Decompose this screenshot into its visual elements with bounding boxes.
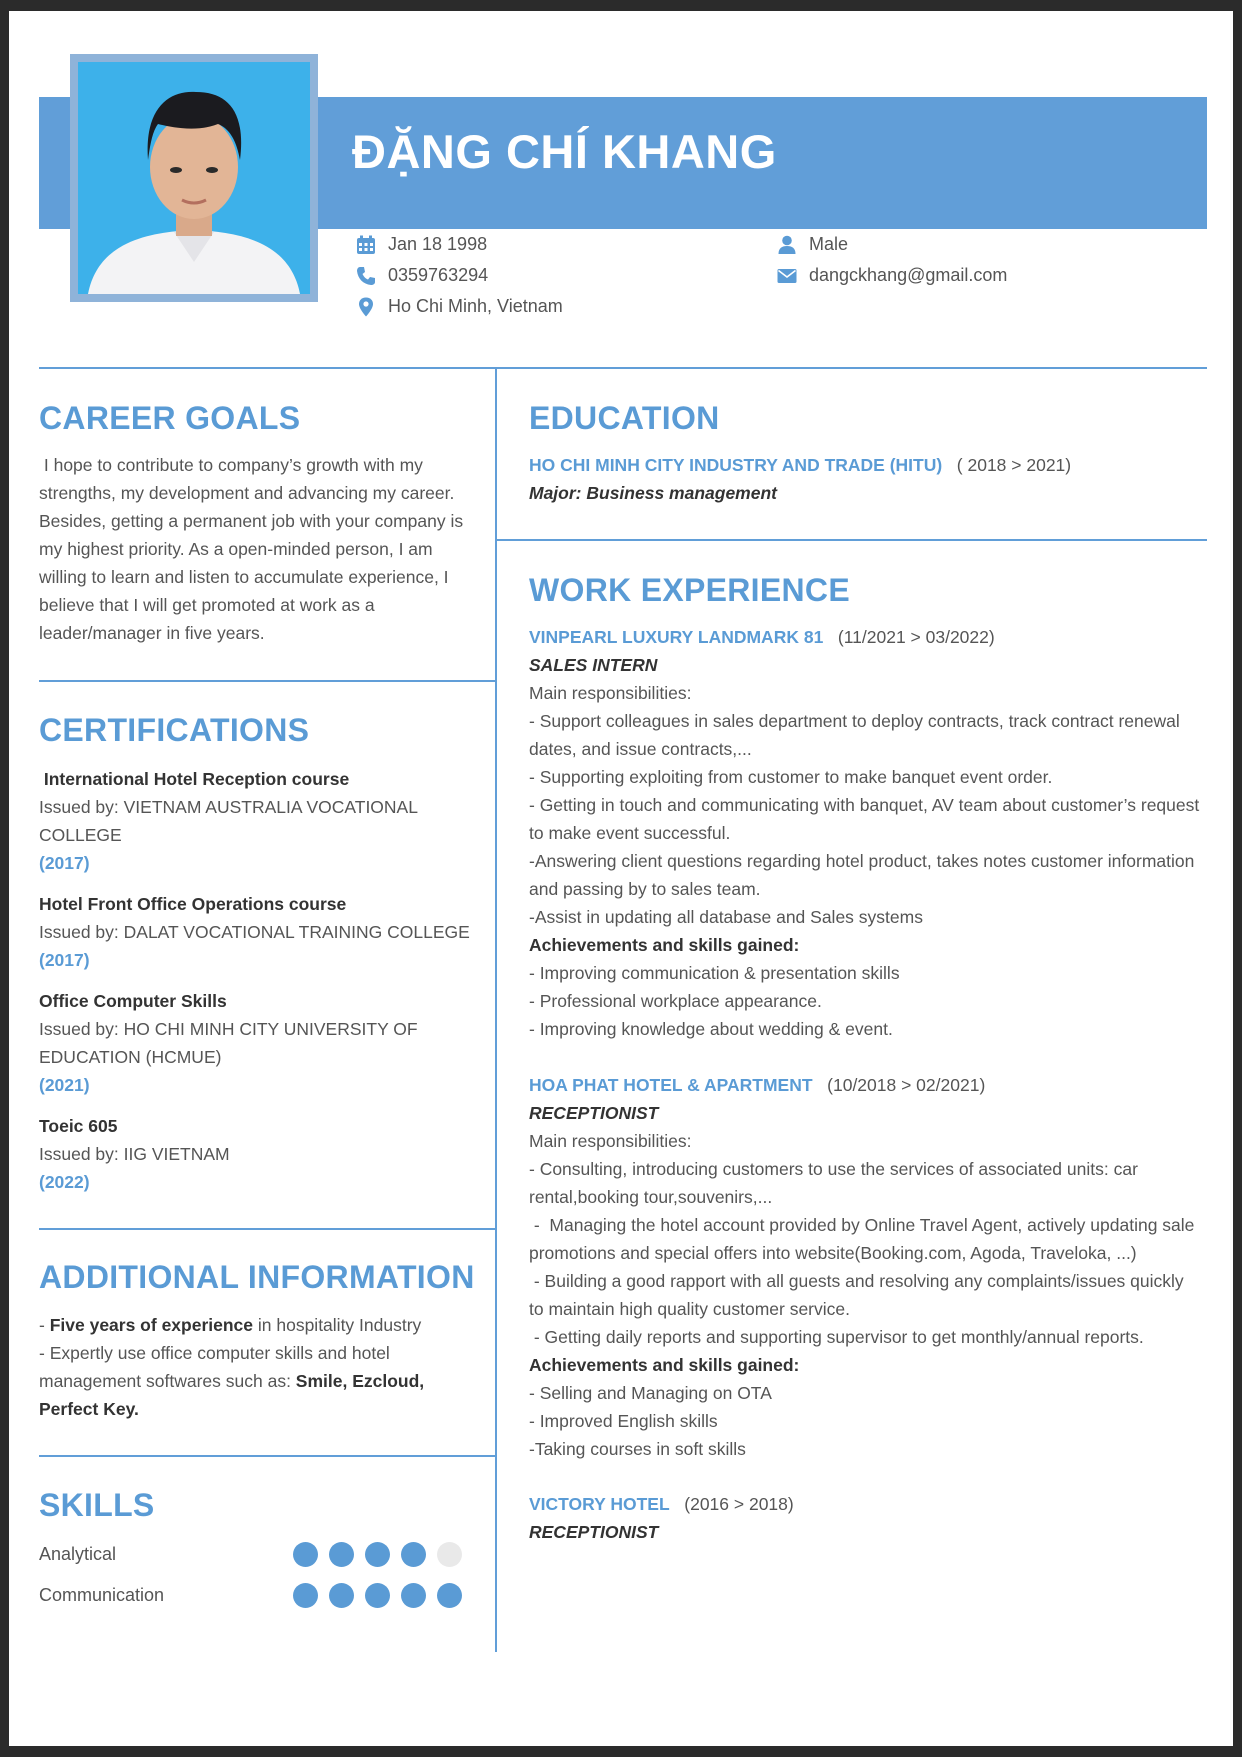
cert-name: Hotel Front Office Operations course <box>39 894 347 914</box>
cert-name: Office Computer Skills <box>39 991 227 1011</box>
rating-dot-filled <box>401 1542 426 1567</box>
resp-line: dates, and issue contracts,... <box>529 739 752 759</box>
career-line: strengths, my development and advancing my career. <box>39 483 455 503</box>
map-pin-icon <box>356 297 376 317</box>
company-name: VINPEARL LUXURY LANDMARK 81 <box>529 627 824 647</box>
cert-year: (2022) <box>39 1172 90 1192</box>
dob-text: Jan 18 1998 <box>388 234 488 254</box>
divider-career <box>39 680 496 682</box>
certifications-title: CERTIFICATIONS <box>39 712 310 748</box>
job-header <box>529 1071 1219 1099</box>
resp-line: to maintain high quality customer service. <box>529 1299 850 1319</box>
achievements-label: Achievements and skills gained: <box>529 935 800 955</box>
cert-issuer: COLLEGE <box>39 825 122 845</box>
text-span: management softwares such as: <box>39 1371 296 1391</box>
resp-line: and passing by to sales team. <box>529 879 761 899</box>
rating-dot-filled <box>437 1583 462 1608</box>
skills-title: SKILLS <box>39 1487 155 1523</box>
bold-span: Smile, Ezcloud, <box>295 1371 425 1391</box>
additional-info-text <box>39 1311 489 1423</box>
company-name: HOA PHAT HOTEL & APARTMENT <box>529 1075 813 1095</box>
phone-text: 0359763294 <box>388 265 489 285</box>
resp-line: - Getting daily reports and supporting supervisor to get monthly/annual reports. <box>529 1327 1144 1347</box>
phone-icon <box>356 266 376 286</box>
education-line <box>529 451 1209 479</box>
job-entry <box>529 623 1219 1043</box>
rating-dot-filled <box>329 1583 354 1608</box>
photo-image <box>78 62 310 294</box>
cert-issuer: Issued by: VIETNAM AUSTRALIA VOCATIONAL <box>39 797 418 817</box>
education-title: EDUCATION <box>529 400 720 436</box>
bold-span: Five years of experience <box>49 1315 254 1335</box>
resp-line: - Building a good rapport with all guests and resolving any complaints/issues quickly <box>529 1271 1184 1291</box>
contact-dob <box>356 234 487 255</box>
career-line: Besides, getting a permanent job with your company is <box>39 511 464 531</box>
resp-line: - Support colleagues in sales department to deploy contracts, track contract renewal <box>529 711 1180 731</box>
resp-line: promotions and special offers into website(Booking.com, Agoda, Traveloka, ...) <box>529 1243 1137 1263</box>
career-goals-text <box>39 451 489 647</box>
education-entry <box>529 451 1209 507</box>
contact-gender <box>777 234 848 255</box>
job-header <box>529 1490 1219 1518</box>
education-dates: ( 2018 > 2021) <box>956 455 1072 475</box>
achievement-line: - Professional workplace appearance. <box>529 991 822 1011</box>
job-dates: (2016 > 2018) <box>684 1494 794 1514</box>
cert-year: (2021) <box>39 1075 90 1095</box>
company-name: VICTORY HOTEL <box>529 1494 670 1514</box>
contact-location <box>356 296 563 317</box>
divider-education <box>496 539 1207 541</box>
rating-dot-filled <box>401 1583 426 1608</box>
cert-item <box>39 765 489 877</box>
resp-line: - Getting in touch and communicating with banquet, AV team about customer’s request <box>529 795 1200 815</box>
achievements-label: Achievements and skills gained: <box>529 1355 800 1375</box>
additional-line <box>39 1367 489 1395</box>
cert-year: (2017) <box>39 950 90 970</box>
rating-dot-empty <box>437 1542 462 1567</box>
divider-certifications <box>39 1228 496 1230</box>
location-text: Ho Chi Minh, Vietnam <box>388 296 563 316</box>
career-goals-title: CAREER GOALS <box>39 400 301 436</box>
job-dates: (11/2021 > 03/2022) <box>837 627 995 647</box>
text-span: in hospitality Industry <box>253 1315 422 1335</box>
resp-label: Main responsibilities: <box>529 1131 692 1151</box>
cert-item <box>39 987 489 1099</box>
career-line: my highest priority. As a open-minded person, I am <box>39 539 433 559</box>
envelope-icon <box>777 266 797 286</box>
work-experience-title: WORK EXPERIENCE <box>529 572 850 608</box>
resp-label: Main responsibilities: <box>529 683 692 703</box>
cert-item <box>39 890 489 974</box>
resp-line: to make event successful. <box>529 823 731 843</box>
cert-year: (2017) <box>39 853 90 873</box>
job-role: RECEPTIONIST <box>529 1522 659 1542</box>
candidate-name: ĐẶNG CHÍ KHANG <box>352 125 777 178</box>
school-name: HO CHI MINH CITY INDUSTRY AND TRADE (HITU) <box>529 455 943 475</box>
additional-line <box>39 1311 489 1339</box>
rating-dot-filled <box>293 1542 318 1567</box>
header-divider <box>39 367 1207 369</box>
text-span: - <box>39 1315 50 1335</box>
rating-dot-filled <box>293 1583 318 1608</box>
career-line: leader/manager in five years. <box>39 623 265 643</box>
career-line: believe that I will get promoted at work as a <box>39 595 375 615</box>
cert-issuer: Issued by: DALAT VOCATIONAL TRAINING COLLEGE <box>39 922 470 942</box>
achievement-line: - Selling and Managing on OTA <box>529 1383 772 1403</box>
contact-phone <box>356 265 488 286</box>
resp-line: rental,booking tour,souvenirs,... <box>529 1187 773 1207</box>
profile-photo <box>70 54 318 302</box>
divider-additional <box>39 1455 496 1457</box>
career-line: I hope to contribute to company’s growth with my <box>39 455 423 475</box>
job-header <box>529 623 1219 651</box>
skill-row <box>39 1583 469 1611</box>
resp-line: -Assist in updating all database and Sales systems <box>529 907 923 927</box>
cert-issuer: EDUCATION (HCMUE) <box>39 1047 222 1067</box>
achievement-line: - Improved English skills <box>529 1411 718 1431</box>
job-entry <box>529 1071 1219 1463</box>
cert-name: International Hotel Reception course <box>39 769 350 789</box>
additional-line: Perfect Key. <box>39 1399 139 1419</box>
resume-page <box>9 11 1233 1746</box>
skill-name: Communication <box>39 1585 165 1605</box>
achievement-line: - Improving communication & presentation skills <box>529 963 900 983</box>
education-major: Major: Business management <box>529 483 777 503</box>
cert-item <box>39 1112 489 1196</box>
job-role: SALES INTERN <box>529 655 658 675</box>
career-line: willing to learn and listen to accumulate experience, I <box>39 567 449 587</box>
achievement-line: -Taking courses in soft skills <box>529 1439 746 1459</box>
job-role: RECEPTIONIST <box>529 1103 659 1123</box>
achievement-line: - Improving knowledge about wedding & event. <box>529 1019 893 1039</box>
contact-email <box>777 265 1007 286</box>
email-text: dangckhang@gmail.com <box>809 265 1008 285</box>
resp-line: -Answering client questions regarding hotel product, takes notes customer information <box>529 851 1195 871</box>
resp-line: - Supporting exploiting from customer to make banquet event order. <box>529 767 1053 787</box>
portrait-illustration <box>78 62 310 294</box>
gender-text: Male <box>809 234 849 254</box>
rating-dot-filled <box>365 1542 390 1567</box>
skill-name: Analytical <box>39 1544 117 1564</box>
cert-issuer: Issued by: HO CHI MINH CITY UNIVERSITY OF <box>39 1019 418 1039</box>
calendar-icon <box>356 235 376 255</box>
rating-dot-filled <box>329 1542 354 1567</box>
cert-issuer: Issued by: IIG VIETNAM <box>39 1144 230 1164</box>
column-divider <box>495 368 497 1652</box>
resp-line: - Managing the hotel account provided by Online Travel Agent, actively updating sale <box>529 1215 1195 1235</box>
rating-dot-filled <box>365 1583 390 1608</box>
skill-row <box>39 1542 469 1570</box>
additional-info-title: ADDITIONAL INFORMATION <box>39 1259 475 1295</box>
cert-name: Toeic 605 <box>39 1116 118 1136</box>
user-icon <box>777 235 797 255</box>
job-entry <box>529 1490 1219 1546</box>
resp-line: - Consulting, introducing customers to use the services of associated units: car <box>529 1159 1138 1179</box>
additional-line: - Expertly use office computer skills and hotel <box>39 1343 390 1363</box>
job-dates: (10/2018 > 02/2021) <box>827 1075 986 1095</box>
